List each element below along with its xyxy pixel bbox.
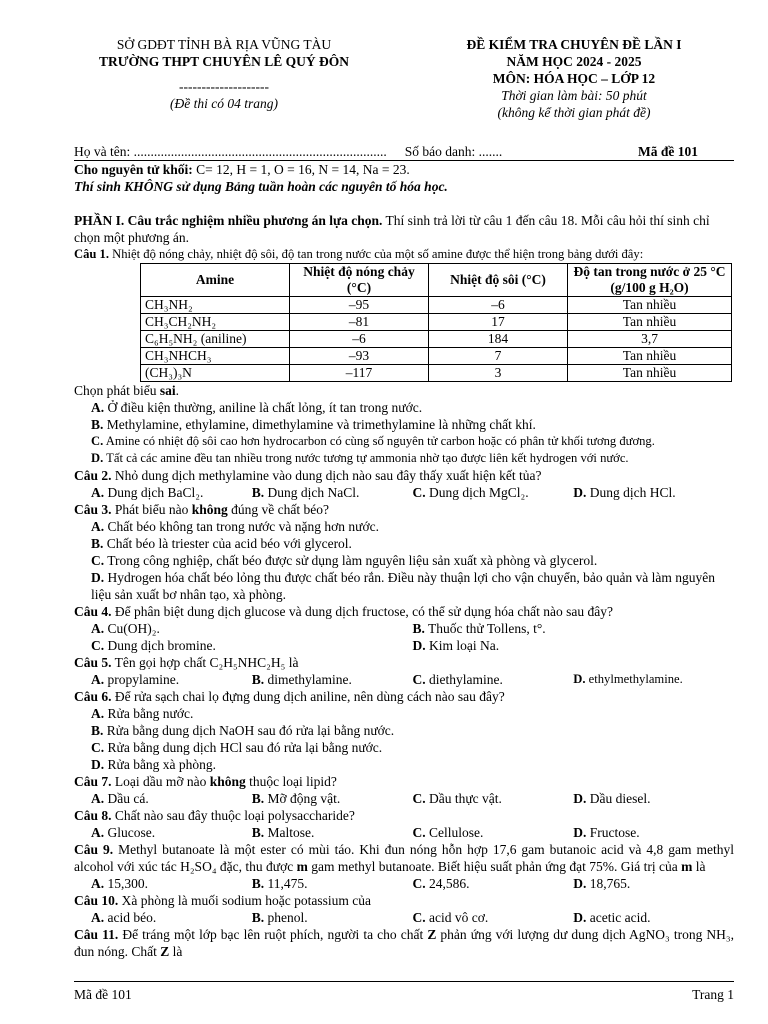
question-text: gam methyl butanoate. Biết hiệu suất phản ứng đạt 75%. Giá trị của bbox=[307, 859, 682, 874]
option-a[interactable] bbox=[91, 671, 252, 688]
option-text: Dầu cá. bbox=[107, 791, 149, 806]
option-a[interactable] bbox=[91, 484, 252, 501]
option-d[interactable] bbox=[573, 671, 734, 688]
option-c[interactable] bbox=[74, 739, 734, 756]
part1-title: PHẦN I. Câu trắc nghiệm nhiều phương án lựa chọn. bbox=[74, 213, 383, 228]
footer-exam-code: Mã đề 101 bbox=[74, 987, 132, 1002]
table-header: Nhiệt độ sôi (°C) bbox=[429, 264, 568, 297]
exam-info-block bbox=[414, 36, 734, 121]
option-text: dimethylamine. bbox=[267, 672, 352, 687]
option-letter: B. bbox=[91, 536, 104, 551]
option-letter: A. bbox=[91, 485, 105, 500]
department-name: SỞ GDĐT TỈNH BÀ RỊA VŨNG TÀU bbox=[116, 37, 332, 52]
question-label: Câu 3. bbox=[74, 502, 112, 517]
option-text: Trong công nghiệp, chất béo được sử dụng làm nguyên liệu sản xuất xà phòng và glycerol. bbox=[107, 553, 598, 568]
option-text: Mỡ động vật. bbox=[267, 791, 341, 806]
table-row bbox=[141, 297, 732, 314]
candidate-line bbox=[74, 143, 734, 161]
amine-table bbox=[140, 263, 732, 382]
question-text: Xà phòng là muối sodium hoặc potassium của bbox=[118, 893, 371, 908]
option-letter: D. bbox=[573, 485, 587, 500]
table-row bbox=[141, 365, 732, 382]
option-c[interactable] bbox=[413, 484, 574, 501]
option-text: Dung dịch NaCl. bbox=[267, 485, 360, 500]
option-letter: C. bbox=[91, 434, 104, 448]
option-text: 24,586. bbox=[429, 876, 470, 891]
option-letter: B. bbox=[251, 876, 265, 891]
table-header: Độ tan trong nước ở 25 °C (g/100 g H₂O) bbox=[568, 264, 732, 297]
option-letter: A. bbox=[91, 706, 105, 721]
question-text: Chất nào sau đây thuộc loại polysaccharide? bbox=[111, 808, 355, 823]
option-text: Dung dịch bromine. bbox=[107, 638, 216, 653]
question-text: là bbox=[169, 944, 183, 959]
question-text: thuộc loại lipid? bbox=[245, 774, 337, 789]
subject: MÔN: HÓA HỌC – LỚP 12 bbox=[492, 71, 656, 86]
table-cell: (CH₃)₃N bbox=[141, 365, 290, 382]
table-cell: 3,7 bbox=[568, 331, 732, 348]
question-text: Phát biểu nào bbox=[111, 502, 192, 517]
options-row bbox=[74, 875, 734, 892]
question-text: Nhiệt độ nóng chảy, nhiệt độ sôi, độ tan trong nước của một số amine được thể hiện trong bảng dưới đây: bbox=[109, 247, 644, 261]
question-1 bbox=[74, 246, 734, 263]
question-8 bbox=[74, 807, 734, 824]
option-b[interactable] bbox=[252, 790, 413, 807]
options-row bbox=[74, 620, 734, 637]
table-cell: –6 bbox=[429, 297, 568, 314]
option-text: Maltose. bbox=[267, 825, 315, 840]
option-a[interactable] bbox=[74, 705, 734, 722]
page-footer bbox=[74, 981, 734, 1003]
option-letter: A. bbox=[91, 825, 105, 840]
option-a[interactable] bbox=[74, 399, 734, 416]
option-c[interactable] bbox=[413, 790, 574, 807]
question-variable: Z bbox=[427, 927, 437, 942]
question-11 bbox=[74, 926, 734, 960]
question-label: Câu 5. bbox=[74, 655, 112, 670]
question-3 bbox=[74, 501, 734, 518]
table-cell: –6 bbox=[290, 331, 429, 348]
option-c[interactable] bbox=[74, 552, 734, 569]
option-letter: A. bbox=[91, 621, 105, 636]
option-text: Thuốc thử Tollens, t°. bbox=[428, 621, 546, 636]
option-d[interactable] bbox=[413, 637, 735, 654]
table-cell: 17 bbox=[429, 314, 568, 331]
option-a[interactable] bbox=[91, 824, 252, 841]
options-row bbox=[74, 824, 734, 841]
question-6 bbox=[74, 688, 734, 705]
option-letter: D. bbox=[573, 910, 587, 925]
table-cell: Tan nhiều bbox=[568, 365, 732, 382]
option-letter: A. bbox=[91, 672, 105, 687]
option-text: Kim loại Na. bbox=[429, 638, 500, 653]
question-5 bbox=[74, 654, 734, 671]
option-text: 18,765. bbox=[589, 876, 631, 891]
option-text: Amine có nhiệt độ sôi cao hơn hydrocarbon có cùng số nguyên tử carbon hoặc có phân tử khối tương đương. bbox=[105, 434, 655, 448]
option-text: Hydrogen hóa chất béo lỏng thu được chất béo rắn. Điều này thuận lợi cho vận chuyển, bảo quản và làm nguyên liệu sản xuất bơ nhân tạo, xà phòng. bbox=[91, 570, 716, 602]
option-letter: A. bbox=[91, 910, 105, 925]
option-letter: C. bbox=[412, 825, 426, 840]
question-9 bbox=[74, 841, 734, 875]
option-b[interactable] bbox=[74, 535, 734, 552]
option-c[interactable] bbox=[413, 824, 574, 841]
options-row bbox=[74, 637, 734, 654]
school-block bbox=[74, 36, 374, 121]
table-cell: Tan nhiều bbox=[568, 314, 732, 331]
question-label: Câu 9. bbox=[74, 842, 114, 857]
option-letter: B. bbox=[251, 485, 265, 500]
part1-description: Thí sinh trả lời từ câu 1 đến câu 18. Mỗi câu hỏi thí sinh chỉ chọn một phương án. bbox=[74, 213, 710, 245]
table-cell: CH₃NHCH₃ bbox=[141, 348, 290, 365]
option-b[interactable] bbox=[252, 909, 413, 926]
option-text: Rửa bằng dung dịch NaOH sau đó rửa lại bằng nước. bbox=[106, 723, 395, 738]
table-row bbox=[141, 348, 732, 365]
table-row bbox=[141, 331, 732, 348]
option-b[interactable] bbox=[252, 671, 413, 688]
option-d[interactable] bbox=[573, 875, 734, 892]
option-letter: B. bbox=[91, 723, 104, 738]
question-4 bbox=[74, 603, 734, 620]
question-variable: Z bbox=[160, 944, 170, 959]
question-2 bbox=[74, 467, 734, 484]
option-letter: C. bbox=[91, 553, 105, 568]
option-letter: D. bbox=[91, 757, 105, 772]
question-label: Câu 2. bbox=[74, 468, 112, 483]
option-letter: B. bbox=[251, 825, 265, 840]
question-variable: m bbox=[681, 859, 693, 874]
exam-page bbox=[74, 36, 734, 960]
option-letter: C. bbox=[91, 740, 105, 755]
question-text: đúng về chất béo? bbox=[227, 502, 330, 517]
option-letter: D. bbox=[573, 791, 587, 806]
question-text: Methyl butanoate là một ester có mùi táo. Khi đun nóng hỗn hợp 17,6 gam butanoic acid và 4,8 gam methyl alcohol với xúc tác H₂SO₄ đặc, thu được bbox=[74, 842, 734, 874]
option-text: Dầu thực vật. bbox=[429, 791, 502, 806]
table-cell: Tan nhiều bbox=[568, 348, 732, 365]
option-letter: B. bbox=[251, 672, 265, 687]
option-d[interactable] bbox=[74, 450, 734, 467]
option-text: diethylamine. bbox=[429, 672, 503, 687]
question-label: Câu 6. bbox=[74, 689, 112, 704]
question-text: phản ứng với lượng dư dung dịch AgNO₃ trong NH₃, đun nóng. Chất bbox=[74, 927, 734, 959]
prompt-emphasis: sai bbox=[159, 383, 176, 398]
option-a[interactable] bbox=[91, 875, 252, 892]
option-text: Chất béo là triester của acid béo với glycerol. bbox=[106, 536, 352, 551]
option-d[interactable] bbox=[573, 790, 734, 807]
option-b[interactable] bbox=[413, 620, 735, 637]
atomic-values: C= 12, H = 1, O = 16, N = 14, Na = 23. bbox=[192, 162, 410, 177]
question-text: Để phân biệt dung dịch glucose và dung dịch fructose, có thể sử dụng hóa chất nào sau đây? bbox=[111, 604, 613, 619]
question-label: Câu 10. bbox=[74, 893, 119, 908]
table-cell: –117 bbox=[290, 365, 429, 382]
table-cell: 3 bbox=[429, 365, 568, 382]
option-text: phenol. bbox=[267, 910, 308, 925]
candidate-name-field: Họ và tên: ........................................................................... bbox=[74, 144, 387, 159]
option-b[interactable] bbox=[252, 824, 413, 841]
option-letter: A. bbox=[91, 791, 105, 806]
table-header-row bbox=[141, 264, 732, 297]
option-c[interactable] bbox=[413, 875, 574, 892]
option-b[interactable] bbox=[252, 875, 413, 892]
option-a[interactable] bbox=[91, 620, 413, 637]
option-b[interactable] bbox=[74, 722, 734, 739]
option-letter: D. bbox=[412, 638, 426, 653]
option-text: Fructose. bbox=[589, 825, 640, 840]
atomic-label: Cho nguyên tử khối: bbox=[74, 162, 193, 177]
time-note: (không kể thời gian phát đề) bbox=[497, 105, 651, 120]
question-text: Để rửa sạch chai lọ đựng dung dịch aniline, nên dùng cách nào sau đây? bbox=[111, 689, 505, 704]
exam-header bbox=[74, 36, 734, 121]
option-text: acid béo. bbox=[107, 910, 157, 925]
question-text: Nhỏ dung dịch methylamine vào dung dịch nào sau đây thấy xuất hiện kết tủa? bbox=[111, 468, 542, 483]
option-text: acetic acid. bbox=[589, 910, 651, 925]
question-text: là bbox=[692, 859, 706, 874]
option-a[interactable] bbox=[74, 518, 734, 535]
atomic-masses bbox=[74, 161, 734, 178]
school-name: TRƯỜNG THPT CHUYÊN LÊ QUÝ ĐÔN bbox=[99, 54, 349, 69]
option-d[interactable] bbox=[573, 824, 734, 841]
question-label: Câu 8. bbox=[74, 808, 112, 823]
option-letter: A. bbox=[91, 519, 105, 534]
option-c[interactable] bbox=[413, 671, 574, 688]
question-text: Tên gọi hợp chất C₂H₅NHC₂H₅ là bbox=[111, 655, 299, 670]
table-cell: –95 bbox=[290, 297, 429, 314]
option-text: Rửa bằng dung dịch HCl sau đó rửa lại bằng nước. bbox=[107, 740, 383, 755]
question-label: Câu 4. bbox=[74, 604, 112, 619]
option-c[interactable] bbox=[91, 637, 413, 654]
option-letter: D. bbox=[573, 825, 587, 840]
time-limit: Thời gian làm bài: 50 phút bbox=[501, 88, 647, 103]
table-cell: Tan nhiều bbox=[568, 297, 732, 314]
prompt-end: . bbox=[175, 383, 180, 398]
option-d[interactable] bbox=[74, 569, 734, 603]
option-letter: D. bbox=[573, 672, 586, 686]
options-row bbox=[74, 671, 734, 688]
table-cell: –93 bbox=[290, 348, 429, 365]
option-letter: B. bbox=[251, 791, 265, 806]
options-row bbox=[74, 790, 734, 807]
option-text: Ở điều kiện thường, aniline là chất lỏng, ít tan trong nước. bbox=[107, 400, 423, 415]
table-cell: CH₃CH₂NH₂ bbox=[141, 314, 290, 331]
question-1-prompt bbox=[74, 382, 734, 399]
question-label: Câu 7. bbox=[74, 774, 112, 789]
option-text: Rửa bằng xà phòng. bbox=[107, 757, 217, 772]
option-d[interactable] bbox=[74, 756, 734, 773]
question-10 bbox=[74, 892, 734, 909]
option-text: Cu(OH)₂. bbox=[107, 621, 160, 636]
instruction-note: Thí sinh KHÔNG sử dụng Bảng tuần hoàn các nguyên tố hóa học. bbox=[74, 179, 448, 194]
option-letter: B. bbox=[91, 417, 104, 432]
table-header: Amine bbox=[141, 264, 290, 297]
table-cell: –81 bbox=[290, 314, 429, 331]
question-text: Loại dầu mỡ nào bbox=[111, 774, 210, 789]
option-text: Dung dịch HCl. bbox=[589, 485, 676, 500]
option-text: Cellulose. bbox=[429, 825, 484, 840]
header-divider: -------------------- bbox=[179, 79, 269, 94]
option-text: propylamine. bbox=[107, 672, 180, 687]
table-header: Nhiệt độ nóng chảy (°C) bbox=[290, 264, 429, 297]
option-letter: A. bbox=[91, 400, 105, 415]
option-d[interactable] bbox=[573, 909, 734, 926]
question-label: Câu 11. bbox=[74, 927, 119, 942]
table-cell: 7 bbox=[429, 348, 568, 365]
option-c[interactable] bbox=[74, 433, 734, 450]
option-text: 11,475. bbox=[267, 876, 308, 891]
option-letter: D. bbox=[91, 451, 104, 465]
option-text: Tất cả các amine đều tan nhiều trong nước tương tự ammonia nhờ tạo được liên kết hydrogen với nước. bbox=[106, 451, 629, 465]
candidate-number-field: Số báo danh: ....... bbox=[404, 144, 503, 159]
options-row bbox=[74, 909, 734, 926]
table-row bbox=[141, 314, 732, 331]
option-text: Glucose. bbox=[107, 825, 156, 840]
option-text: Dung dịch BaCl₂. bbox=[107, 485, 204, 500]
question-variable: m bbox=[296, 859, 308, 874]
option-text: Methylamine, ethylamine, dimethylamine và trimethylamine là những chất khí. bbox=[106, 417, 536, 432]
option-a[interactable] bbox=[91, 909, 252, 926]
option-d[interactable] bbox=[573, 484, 734, 501]
option-letter: D. bbox=[573, 876, 587, 891]
option-letter: C. bbox=[91, 638, 105, 653]
option-letter: D. bbox=[91, 570, 105, 585]
option-letter: A. bbox=[91, 876, 105, 891]
school-year: NĂM HỌC 2024 - 2025 bbox=[506, 54, 642, 69]
question-7 bbox=[74, 773, 734, 790]
option-c[interactable] bbox=[413, 909, 574, 926]
question-emphasis: không bbox=[209, 774, 246, 789]
option-letter: C. bbox=[412, 876, 426, 891]
option-text: Rửa bằng nước. bbox=[107, 706, 194, 721]
option-text: Dầu diesel. bbox=[589, 791, 651, 806]
page-count-note: (Đề thi có 04 trang) bbox=[170, 96, 278, 111]
option-letter: B. bbox=[251, 910, 265, 925]
table-cell: CH₃NH₂ bbox=[141, 297, 290, 314]
option-a[interactable] bbox=[91, 790, 252, 807]
question-emphasis: không bbox=[191, 502, 228, 517]
exam-title: ĐỀ KIỂM TRA CHUYÊN ĐỀ LẦN I bbox=[466, 37, 682, 52]
option-letter: C. bbox=[412, 910, 426, 925]
option-text: Chất béo không tan trong nước và nặng hơn nước. bbox=[107, 519, 379, 534]
option-letter: C. bbox=[412, 672, 426, 687]
table-cell: 184 bbox=[429, 331, 568, 348]
option-b[interactable] bbox=[252, 484, 413, 501]
option-text: Dung dịch MgCl₂. bbox=[429, 485, 529, 500]
question-text: Để tráng một lớp bạc lên ruột phích, người ta cho chất bbox=[118, 927, 428, 942]
prompt-text: Chọn phát biểu bbox=[74, 383, 160, 398]
question-label: Câu 1. bbox=[74, 247, 109, 261]
exam-code: Mã đề 101 bbox=[638, 144, 698, 159]
option-letter: C. bbox=[412, 485, 426, 500]
option-text: ethylmethylamine. bbox=[588, 672, 683, 686]
part1-heading bbox=[74, 212, 734, 246]
option-text: acid vô cơ. bbox=[429, 910, 489, 925]
option-b[interactable] bbox=[74, 416, 734, 433]
options-row bbox=[74, 484, 734, 501]
option-letter: B. bbox=[412, 621, 425, 636]
option-text: 15,300. bbox=[107, 876, 148, 891]
option-letter: C. bbox=[412, 791, 426, 806]
footer-page-number: Trang 1 bbox=[692, 987, 734, 1002]
table-cell: C₆H₅NH₂ (aniline) bbox=[141, 331, 290, 348]
